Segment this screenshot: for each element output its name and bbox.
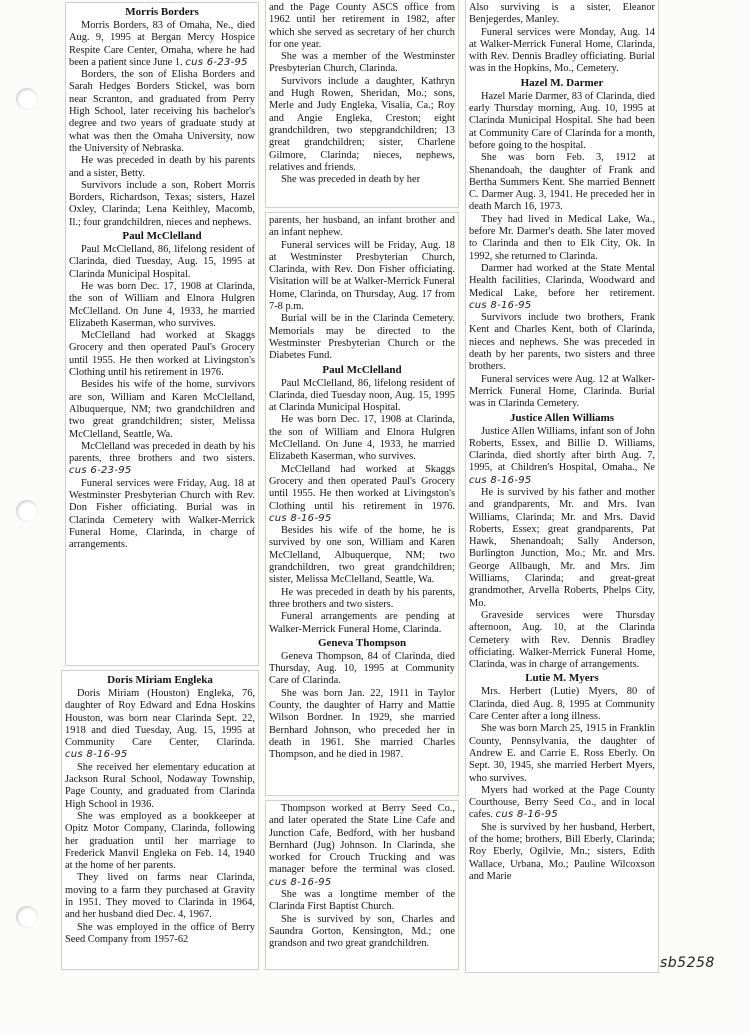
obituary-paragraph: They had lived in Medical Lake, Wa., before Mr. Darmer's death. She later moved to Clarinda and then to Elk City, Ok. In 1992, she returned to Clarinda. <box>469 213 655 262</box>
obituary-paragraph: Geneva Thompson, 84 of Clarinda, died Thursday, Aug. 10, 1995 at Community Care of Clarinda. <box>269 650 455 687</box>
obituary-paragraph: Besides his wife of the home, he is survived by one son, William and Karen McClelland, Albuquerque, NM; two grandchildren, two great grandchildren; sister, Melissa McClelland, Seattle, Wa. <box>269 525 455 586</box>
obituary-paragraph: Survivors include a daughter, Kathryn and Hugh Rowen, Sheridan, Mo.; sons, Merle and Judy Engleka, Visalia, Ca.; Roy and Angie Engleka, Creston; eight grandchildren, two stepgrandchildren; 13 great grandchildren; sister, Charlene Gilmore, Clarinda; nieces, nephews, relatives and friends. <box>269 75 455 173</box>
obituary-paragraph: Funeral arrangements are pending at Walker-Merrick Funeral Home, Clarinda. <box>269 611 455 635</box>
obituary-paragraph: She was employed as a bookkeeper at Opitz Motor Company, Clarinda, following her graduation until her marriage to Frederick Manvil Engleka on Feb. 14, 1940 at the home of her parents. <box>65 810 255 872</box>
handwritten-note: cus 8-16-95 <box>469 474 532 486</box>
obituary-paragraph: Borders, the son of Elisha Borders and Sarah Hedges Borders Stickel, was born near Scranton, and graduated from Perry High School, later receiving his bachelor's degree and two years of graduate study at what was then the Omaha University, now the University of Nebraska. <box>69 69 255 154</box>
obituary-paragraph: She was a longtime member of the Clarinda First Baptist Church. <box>269 889 455 913</box>
obituary-paragraph: She is survived by son, Charles and Saundra Gorton, Kensington, Md.; one grandson and two great grandchildren. <box>269 913 455 950</box>
obituary-paragraph: Morris Borders, 83 of Omaha, Ne., died Aug. 9, 1995 at Bergan Mercy Hospice Respite Care Center, Omaha, where he had been a patient since June 1. cus 6-23-95 <box>69 20 255 68</box>
obituary-paragraph: She was born March 25, 1915 in Franklin County, Pennsylvania, the daughter of Andrew E. and Carrie E. Ross Eberly. On Sept. 30, 1945, she married Herbert Myers, who survives. <box>469 723 655 784</box>
obituary-paragraph: Burial will be in the Clarinda Cemetery. Memorials may be directed to the Westminster Presbyterian Church or the Diabetes Fund. <box>269 313 455 362</box>
obituary-paragraph: He was born Dec. 17, 1908 at Clarinda, the son of William and Elnora Hulgren McClelland. On June 4, 1933, he married Elizabeth Kaserman, who survives. <box>69 280 255 329</box>
handwritten-note: cus 8-16-95 <box>269 512 332 524</box>
obituary-paragraph: He was preceded in death by his parents and a sister, Betty. <box>69 155 255 179</box>
handwritten-note: cus 8-16-95 <box>495 809 559 821</box>
obituary-paragraph: Funeral services were Monday, Aug. 14 at Walker-Merrick Funeral Home, Clarinda, with Rev. Dennis Bradley officiating. Burial was in the Hopkins, Mo., Cemetery. <box>469 26 655 75</box>
obituary-heading: Hazel M. Darmer <box>520 76 604 89</box>
obituary-paragraph: Survivors include a son, Robert Morris Borders, Richardson, Texas; sisters, Hazel Oxley, Clarinda; Lena Keithley, Macomb, Il.; four grandchildren, nieces and nephews. <box>69 179 255 228</box>
obituary-paragraph: They lived on farms near Clarinda, moving to a farm they purchased at Gravity in 1951. They moved to Clarinda in 1964, and her husband died Dec. 4, 1967. <box>65 872 255 921</box>
obituary-paragraph: Doris Miriam (Houston) Engleka, 76, daughter of Roy Edward and Edna Hoskins Houston, was born near Clarinda Sept. 22, 1918 and died Tuesday, Aug. 15, 1995 at Community Care Center, Clarinda. cus 8-16-95 <box>65 688 255 761</box>
obituary-paragraph: She was employed in the office of Berry Seed Company from 1957-62 <box>65 921 255 945</box>
obituary-paragraph: He is survived by his father and mother and grandparents, Mr. and Mrs. Ivan Williams, Clarinda; Mr. and Mrs. David Roberts, Essex; great grandparents, Pat Hawk, Shenandoah; Sally Anderson, Burlington Junction, Mo.; Mr. and Mrs. George Allbaugh, Mr. and Mrs. Jim Williams, Clarinda; and great-great grandmother, Arvella Roberts, Phelps City, Mo. <box>469 486 655 609</box>
obituary-paragraph: Hazel Marie Darmer, 83 of Clarinda, died early Thursday morning, Aug. 10, 1995 at Clarinda Municipal Hospital. She had been at Community Care of Clarinda for a month, before going to the hospital. <box>469 90 655 151</box>
punch-hole <box>16 906 38 928</box>
obituary-paragraph: Paul McClelland, 86, lifelong resident of Clarinda, died Tuesday, Aug. 15, 1995 at Clarinda Municipal Hospital. <box>69 244 255 280</box>
obituary-paragraph: Funeral services will be Friday, Aug. 18 at Westminster Presbyterian Church, Clarinda, with Rev. Don Fisher officiating. Visitation will be at Walker-Merrick Funeral Home, Clarinda, on Thursday, Aug. 17 from 7-8 p.m. <box>269 239 455 313</box>
obituary-paragraph: She was born Jan. 22, 1911 in Taylor County, the daughter of Harry and Mattie Wilson Bordner. In 1929, she married Bernhard Johnson, who preceded her in death in 1961. She married Charles Thompson, and he died in 1987. <box>269 687 455 761</box>
clipping-darmer-williams-myers <box>466 0 658 972</box>
obituary-paragraph: and the Page County ASCS office from 1962 until her retirement in 1982, after which she served as secretary of her church for one year. <box>269 2 455 50</box>
punch-hole <box>16 88 38 110</box>
clipping-paul-geneva <box>266 213 458 795</box>
clipping-doris-continued <box>266 0 458 207</box>
obituary-heading: Justice Allen Williams <box>509 411 615 424</box>
obituary-heading: Doris Miriam Engleka <box>107 674 213 686</box>
obituary-paragraph: He was born Dec. 17, 1908 at Clarinda, the son of William and Elnora Hulgren McClelland. On June 4, 1933, he married Elizabeth Kaserman, who survives. <box>269 414 455 463</box>
obituary-paragraph: McClelland was preceded in death by his parents, three brothers and two sisters. cus 6-23-95 <box>69 440 255 477</box>
clipping-morris-paul <box>66 3 258 665</box>
obituary-paragraph: Also surviving is a sister, Eleanor Benjegerdes, Manley. <box>469 2 655 26</box>
obituary-heading: Paul McClelland <box>122 230 202 243</box>
obituary-paragraph: She received her elementary education at Jackson Rural School, Nodaway Township, Page County, and graduated from Clarinda High School in 1936. <box>65 761 255 810</box>
obituary-paragraph: Survivors include two brothers, Frank Kent and Charles Kent, both of Clarinda, nieces and nephews. She was preceded in death by her parents, two sisters and three brothers. <box>469 312 655 373</box>
obituary-paragraph: McClelland had worked at Skaggs Grocery and then operated Paul's Grocery until 1955. He then worked at Livingston's Clothing until his retirement in 1976. cus 8-16-95 <box>269 463 455 524</box>
obituary-paragraph: McClelland had worked at Skaggs Grocery and then operated Paul's Grocery until 1955. He then worked at Livingston's Clothing until his retirement in 1976. <box>69 330 255 379</box>
handwritten-note: cus 6-23-95 <box>185 56 248 68</box>
handwritten-note: cus 8-16-95 <box>65 749 128 761</box>
obituary-paragraph: She is survived by her husband, Herbert, of the home; brothers, Bill Eberly, Clarinda; Roy Eberly, Ogilvie, Mn.; sisters, Edith Wallace, Urbana, Mo.; Pauline Wilcoxson and Marie <box>469 821 655 882</box>
obituary-paragraph: Myers had worked at the Page County Courthouse, Berry Seed Co., and in local cafes. cus 8-16-95 <box>469 784 655 821</box>
punch-hole <box>16 500 38 522</box>
obituary-paragraph: He was preceded in death by his parents, three brothers and two sisters. <box>269 586 455 610</box>
obituary-paragraph: She was born Feb. 3, 1912 at Shenandoah, the daughter of Frank and Bertha Summers Kent. She married Bennett C. Darmer Aug. 3, 1941. He preceded her in death March 16, 1973. <box>469 152 655 213</box>
archive-number: sb5258 <box>660 955 715 971</box>
obituary-heading: Morris Borders <box>125 6 199 18</box>
obituary-paragraph: Paul McClelland, 86, lifelong resident of Clarinda, died Tuesday noon, Aug. 15, 1995 at Clarinda Municipal Hospital. <box>269 377 455 414</box>
obituary-paragraph: parents, her husband, an infant brother and an infant nephew. <box>269 215 455 239</box>
clipping-geneva-continued <box>266 801 458 969</box>
obituary-paragraph: Besides his wife of the home, survivors are son, William and Karen McClelland, Albuquerque, NM; two grandchildren and two great grandchildren; sister, Melissa McClelland, Seattle, Wa. <box>69 379 255 440</box>
handwritten-note: cus 8-16-95 <box>469 299 532 311</box>
obituary-paragraph: Mrs. Herbert (Lutie) Myers, 80 of Clarinda, died Aug. 8, 1995 at Community Care Center after a long illness. <box>469 686 655 723</box>
obituary-paragraph: Funeral services were Friday, Aug. 18 at Westminster Presbyterian Church with Rev. Don Fisher officiating. Burial was in Clarinda Cemetery with Walker-Merrick Funeral Home, Clarinda, in charge of arrangements. <box>69 477 255 551</box>
clipping-doris <box>62 671 258 969</box>
obituary-paragraph: Graveside services were Thursday afternoon, Aug. 10, at the Clarinda Cemetery with Rev. Dennis Bradley officiating. Walker-Merrick Funeral Home, Clarinda, was in charge of arrangements. <box>469 609 655 671</box>
obituary-paragraph: Funeral services were Aug. 12 at Walker-Merrick Funeral Home, Clarinda. Burial was in Clarinda Cemetery. <box>469 373 655 410</box>
obituary-paragraph: She was a member of the Westminster Presbyterian Church, Clarinda. <box>269 51 455 75</box>
handwritten-note: cus 6-23-95 <box>69 465 132 477</box>
obituary-heading: Paul McClelland <box>322 363 402 376</box>
obituary-heading: Geneva Thompson <box>317 636 407 649</box>
handwritten-note: cus 8-16-95 <box>269 876 332 888</box>
obituary-heading: Lutie M. Myers <box>525 672 599 685</box>
obituary-paragraph: She was preceded in death by her <box>281 174 421 186</box>
obituary-paragraph: Justice Allen Williams, infant son of John Roberts, Essex, and Billie D. Williams, Clarinda, died shortly after birth Aug. 7, 1995, at Children's Hospital, Omaha., Ne cus 8-16-95 <box>469 425 655 486</box>
obituary-paragraph: Darmer had worked at the State Mental Health facilities, Clarinda, Woodward and Medical Lake, before her retirement. cus 8-16-95 <box>469 262 655 311</box>
obituary-paragraph: Thompson worked at Berry Seed Co., and later operated the State Line Cafe and Junction Cafe, Bedford, with her husband Bernhard (Jug) Johnson. In Clarinda, she worked for Crouch Trucking and was manager before the terminal was closed. cus 8-16-95 <box>269 803 455 888</box>
